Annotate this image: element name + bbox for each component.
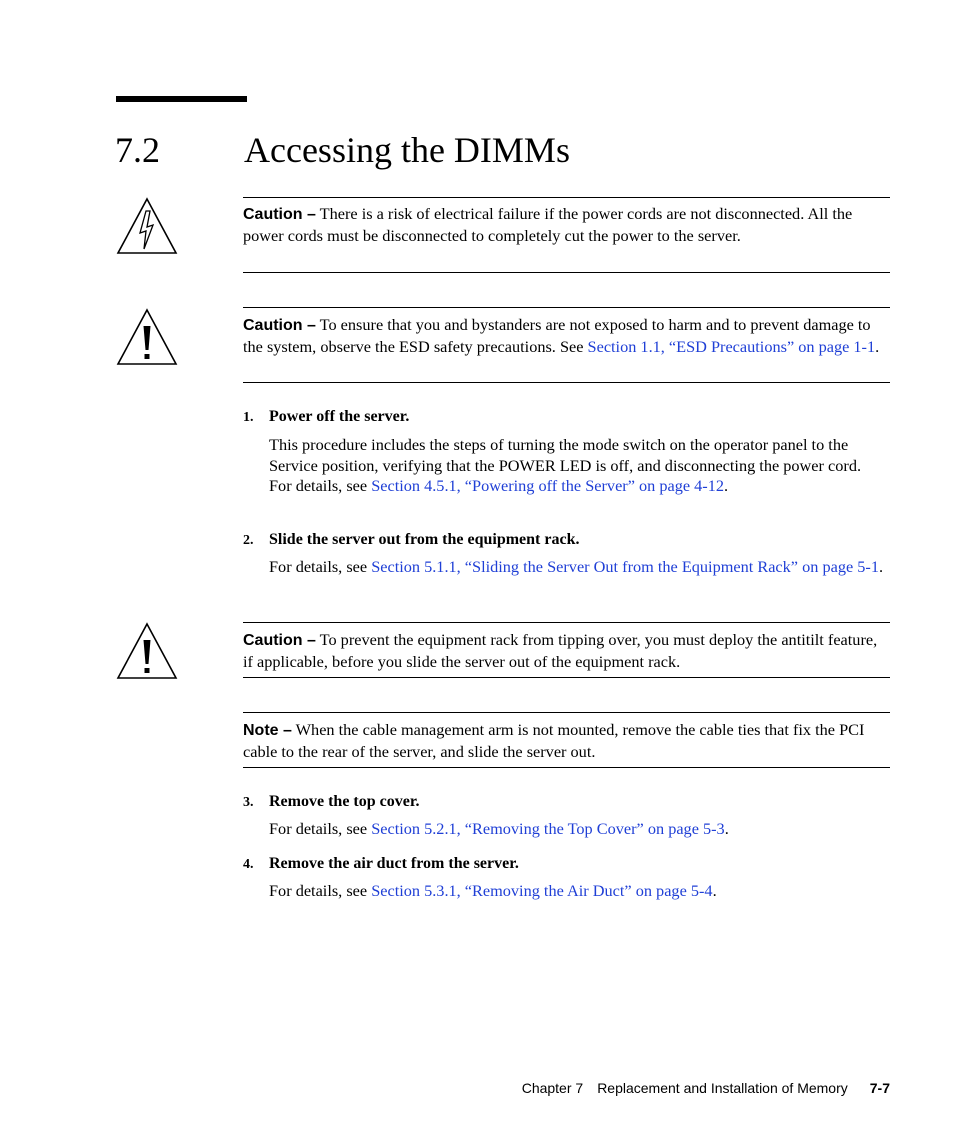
note-text: Note – When the cable management arm is not mounted, remove the cable ties that fix the PCI cable to the rear of the server, and slide the server out. (243, 720, 865, 761)
footer-page-number: 7-7 (869, 1080, 890, 1096)
step-2-body: For details, see Section 5.1.1, “Sliding the Server Out from the Equipment Rack” on page 5-1. (269, 557, 884, 576)
electric-shock-warning-icon (116, 197, 178, 255)
step-3-heading: 3. Remove the top cover. (243, 793, 420, 810)
page-title: Accessing the DIMMs (244, 130, 570, 170)
caution-label: Caution – (243, 632, 316, 649)
caution-text: Caution – There is a risk of electrical failure if the power cords are not disconnected. All the power cords must be disconnected to completely cut the power to the server. (243, 204, 853, 245)
exclamation-warning-icon (116, 622, 178, 680)
note-cable-ties (243, 712, 890, 768)
sliding-server-out-link[interactable]: Section 5.1.1, “Sliding the Server Out from the Equipment Rack” on page 5-1 (371, 557, 879, 576)
page-footer (522, 1079, 890, 1097)
step-3-body: For details, see Section 5.2.1, “Removing the Top Cover” on page 5-3. (269, 819, 729, 838)
section-number: 7.2 (115, 130, 160, 170)
step-2-heading: 2. Slide the server out from the equipment rack. (243, 531, 580, 548)
powering-off-server-link[interactable]: Section 4.5.1, “Powering off the Server” on page 4-12 (371, 476, 725, 495)
section-top-rule (116, 96, 247, 102)
exclamation-warning-icon (116, 308, 178, 366)
note-label: Note – (243, 722, 292, 739)
caution-notice-rack (243, 622, 890, 678)
caution-notice-power (243, 197, 890, 273)
footer-chapter: Chapter 7 (521, 1080, 584, 1096)
caution-text: Caution – To ensure that you and bystanders are not exposed to harm and to prevent damage to the system, observe the ESD safety precautions. See Section 1.1, “ESD Precautions” on page 1-1. (243, 315, 880, 356)
removing-top-cover-link[interactable]: Section 5.2.1, “Removing the Top Cover” on page 5-3 (371, 819, 725, 838)
step-4-heading: 4. Remove the air duct from the server. (243, 855, 519, 872)
step-4-body: For details, see Section 5.3.1, “Removing the Air Duct” on page 5-4. (269, 881, 717, 900)
caution-notice-esd (243, 307, 890, 383)
caution-label: Caution – (243, 206, 316, 223)
step-1-body: This procedure includes the steps of turning the mode switch on the operator panel to the Service position, verifying that the POWER LED is off, and disconnecting the power cord. For details, see Section 4.5.1, “Powering off the Server” on page 4-12. (269, 435, 862, 495)
caution-text: Caution – To prevent the equipment rack from tipping over, you must deploy the antitilt feature, if applicable, before you slide the server out of the equipment rack. (243, 630, 878, 671)
footer-chapter-title: Replacement and Installation of Memory (597, 1080, 848, 1096)
removing-air-duct-link[interactable]: Section 5.3.1, “Removing the Air Duct” on page 5-4 (371, 881, 713, 900)
esd-precautions-link[interactable]: Section 1.1, “ESD Precautions” on page 1-1 (587, 336, 876, 356)
caution-label: Caution – (243, 317, 316, 334)
step-1-heading: 1. Power off the server. (243, 408, 410, 425)
